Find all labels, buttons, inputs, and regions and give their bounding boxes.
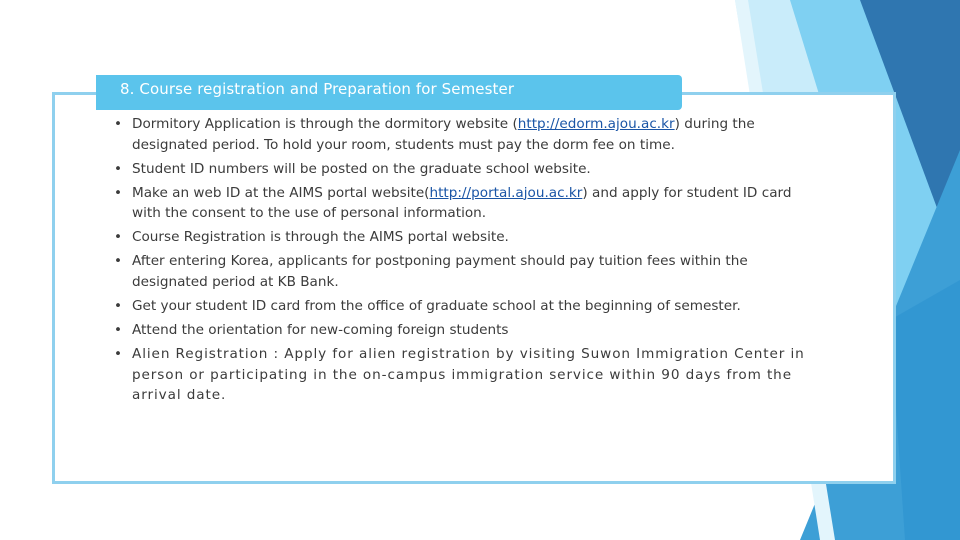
item-text-before: Make an web ID at the AIMS portal website( <box>132 184 430 201</box>
bullet-icon: • <box>114 297 123 314</box>
portal-link[interactable]: http://portal.ajou.ac.kr <box>429 184 583 201</box>
list-item <box>114 114 814 155</box>
item-text: After entering Korea, applicants for postponing payment should pay tuition fees within the designated period at KB Bank. <box>132 253 748 290</box>
list-item <box>114 296 814 317</box>
slide-title: 8. Course registration and Preparation for Semester <box>96 75 682 110</box>
list-item <box>114 159 814 180</box>
list-item <box>114 183 814 224</box>
item-text: Attend the orientation for new-coming foreign students <box>132 322 509 339</box>
bullet-icon: • <box>114 184 123 201</box>
list-item <box>114 320 814 341</box>
bullet-icon: • <box>114 229 123 246</box>
item-text-after: ) and apply for student ID card with the consent to the use of personal information. <box>132 184 792 222</box>
bullet-icon: • <box>114 346 123 363</box>
list-item <box>114 227 814 248</box>
list-item <box>114 251 814 292</box>
item-text-before: Dormitory Application is through the dormitory website ( <box>132 116 518 132</box>
item-text: Alien Registration : Apply for alien registration by visiting Suwon Immigration Center in person or participating in the on-campus immigration service within 90 days from the arrival date. <box>132 346 805 404</box>
item-text: Get your student ID card from the office of graduate school at the beginning of semester. <box>132 297 741 314</box>
bullet-icon: • <box>114 160 123 177</box>
bullet-list <box>114 114 814 409</box>
bullet-icon: • <box>114 253 123 270</box>
bullet-icon: • <box>114 322 123 339</box>
item-text: Student ID numbers will be posted on the graduate school website. <box>132 160 591 177</box>
edorm-link[interactable]: http://edorm.ajou.ac.kr <box>517 116 675 132</box>
item-text: Course Registration is through the AIMS portal website. <box>132 229 509 246</box>
list-item <box>114 344 814 406</box>
item-text-after: ) during the designated period. To hold your room, students must pay the dorm fee on time. <box>132 116 755 153</box>
bullet-icon: • <box>114 116 123 132</box>
